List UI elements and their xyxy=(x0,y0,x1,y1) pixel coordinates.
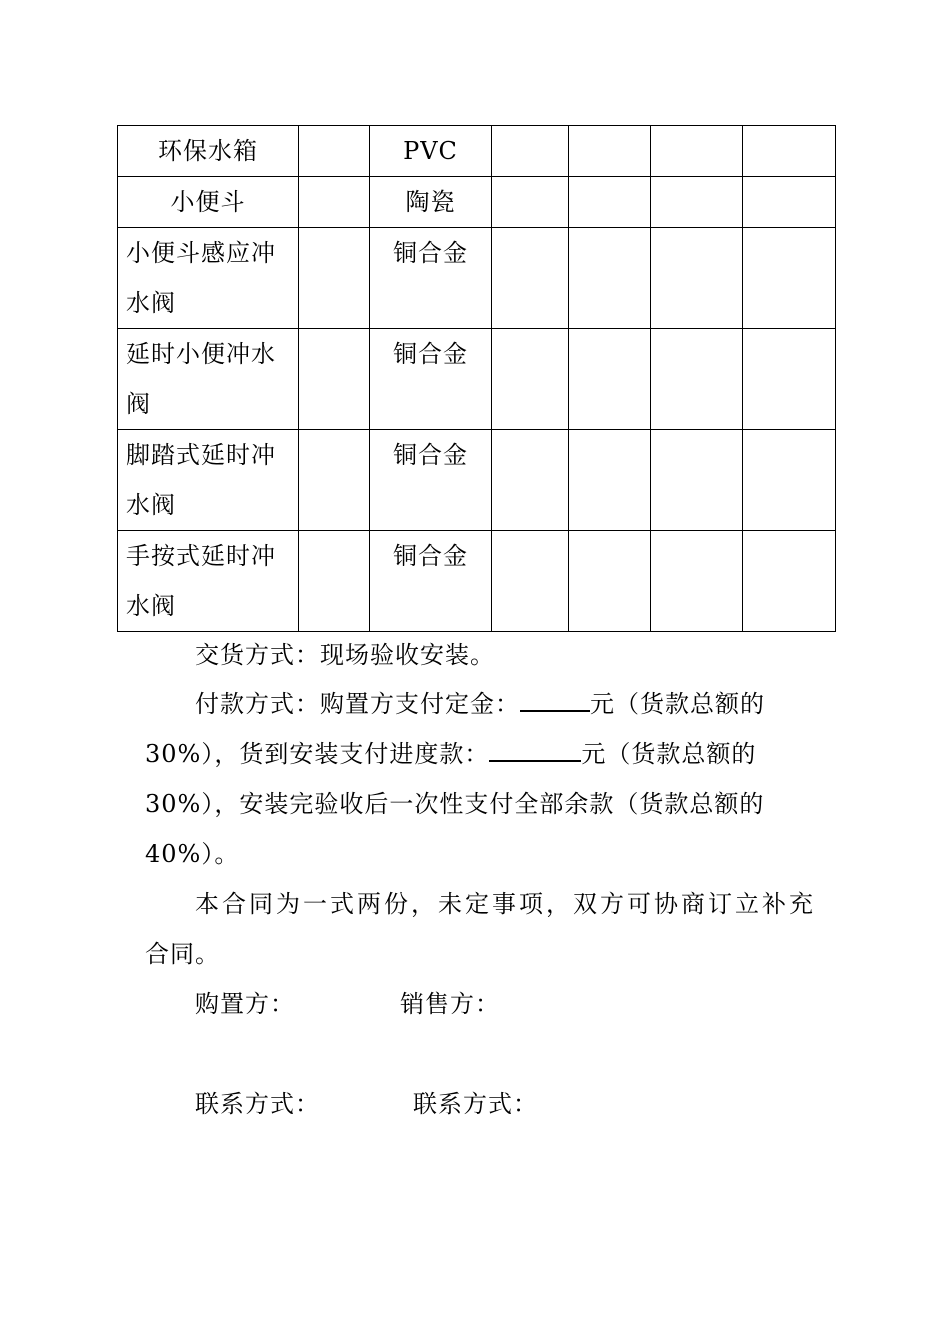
empty-cell xyxy=(569,177,651,228)
payment-line-1-suffix: 元（货款总额的 xyxy=(590,690,765,718)
empty-cell xyxy=(743,126,836,177)
item-name xyxy=(118,531,299,632)
item-name-line1: 手按式延时冲 xyxy=(126,542,276,570)
buyer-contact-label: 联系方式： xyxy=(195,1090,320,1118)
item-name-line1: 小便斗感应冲 xyxy=(126,239,276,267)
empty-cell xyxy=(569,531,651,632)
progress-amount-blank[interactable] xyxy=(489,734,581,762)
empty-cell xyxy=(743,228,836,329)
payment-line-2-suffix: 元（货款总额的 xyxy=(581,740,757,768)
item-name-line2: 水阀 xyxy=(126,592,176,620)
payment-line-1-prefix: 付款方式：购置方支付定金： xyxy=(195,690,520,718)
empty-cell xyxy=(651,329,743,430)
empty-cell xyxy=(299,531,370,632)
empty-cell xyxy=(492,329,569,430)
empty-cell xyxy=(569,126,651,177)
table-row xyxy=(118,329,836,430)
empty-cell xyxy=(651,430,743,531)
table-row xyxy=(118,126,836,177)
empty-cell xyxy=(299,126,370,177)
empty-cell xyxy=(743,177,836,228)
empty-cell xyxy=(299,177,370,228)
item-name-line2: 水阀 xyxy=(126,491,176,519)
item-name xyxy=(118,329,299,430)
empty-cell xyxy=(492,531,569,632)
empty-cell xyxy=(569,228,651,329)
empty-cell xyxy=(651,531,743,632)
contract-note-line-1: 本合同为一式两份，未定事项，双方可协商订立补充 xyxy=(195,890,816,918)
empty-cell xyxy=(651,126,743,177)
empty-cell xyxy=(492,228,569,329)
payment-line-3: 30%），安装完验收后一次性支付全部余款（货款总额的 xyxy=(145,790,765,818)
item-name-line1: 脚踏式延时冲 xyxy=(126,441,276,469)
item-name-line1: 延时小便冲水 xyxy=(126,340,276,368)
table-row xyxy=(118,531,836,632)
empty-cell xyxy=(492,430,569,531)
empty-cell xyxy=(299,430,370,531)
payment-line-4: 40%）。 xyxy=(145,840,240,868)
payment-line-1 xyxy=(195,679,765,729)
product-table xyxy=(117,125,836,632)
item-name xyxy=(118,228,299,329)
item-name: 小便斗 xyxy=(118,177,299,228)
empty-cell xyxy=(492,126,569,177)
payment-line-2-prefix: 30%），货到安装支付进度款： xyxy=(145,740,490,768)
table-row xyxy=(118,228,836,329)
item-name xyxy=(118,430,299,531)
item-material: 陶瓷 xyxy=(370,177,492,228)
empty-cell xyxy=(743,430,836,531)
empty-cell xyxy=(492,177,569,228)
item-name-line2: 阀 xyxy=(126,390,151,418)
item-material: 铜合金 xyxy=(370,430,492,531)
buyer-label: 购置方： xyxy=(195,990,295,1018)
empty-cell xyxy=(743,329,836,430)
seller-contact-label: 联系方式： xyxy=(413,1090,538,1118)
item-material: PVC xyxy=(370,126,492,177)
seller-label: 销售方： xyxy=(400,990,500,1018)
table-row xyxy=(118,177,836,228)
empty-cell xyxy=(569,329,651,430)
deposit-amount-blank[interactable] xyxy=(520,684,590,712)
contract-note-line-2: 合同。 xyxy=(145,940,220,968)
item-material: 铜合金 xyxy=(370,531,492,632)
table-row xyxy=(118,430,836,531)
empty-cell xyxy=(299,228,370,329)
empty-cell xyxy=(651,177,743,228)
empty-cell xyxy=(743,531,836,632)
empty-cell xyxy=(651,228,743,329)
payment-line-2 xyxy=(145,729,756,779)
empty-cell xyxy=(569,430,651,531)
item-material: 铜合金 xyxy=(370,329,492,430)
delivery-terms: 交货方式：现场验收安装。 xyxy=(195,641,495,669)
item-name-line2: 水阀 xyxy=(126,289,176,317)
item-material: 铜合金 xyxy=(370,228,492,329)
empty-cell xyxy=(299,329,370,430)
item-name: 环保水箱 xyxy=(118,126,299,177)
